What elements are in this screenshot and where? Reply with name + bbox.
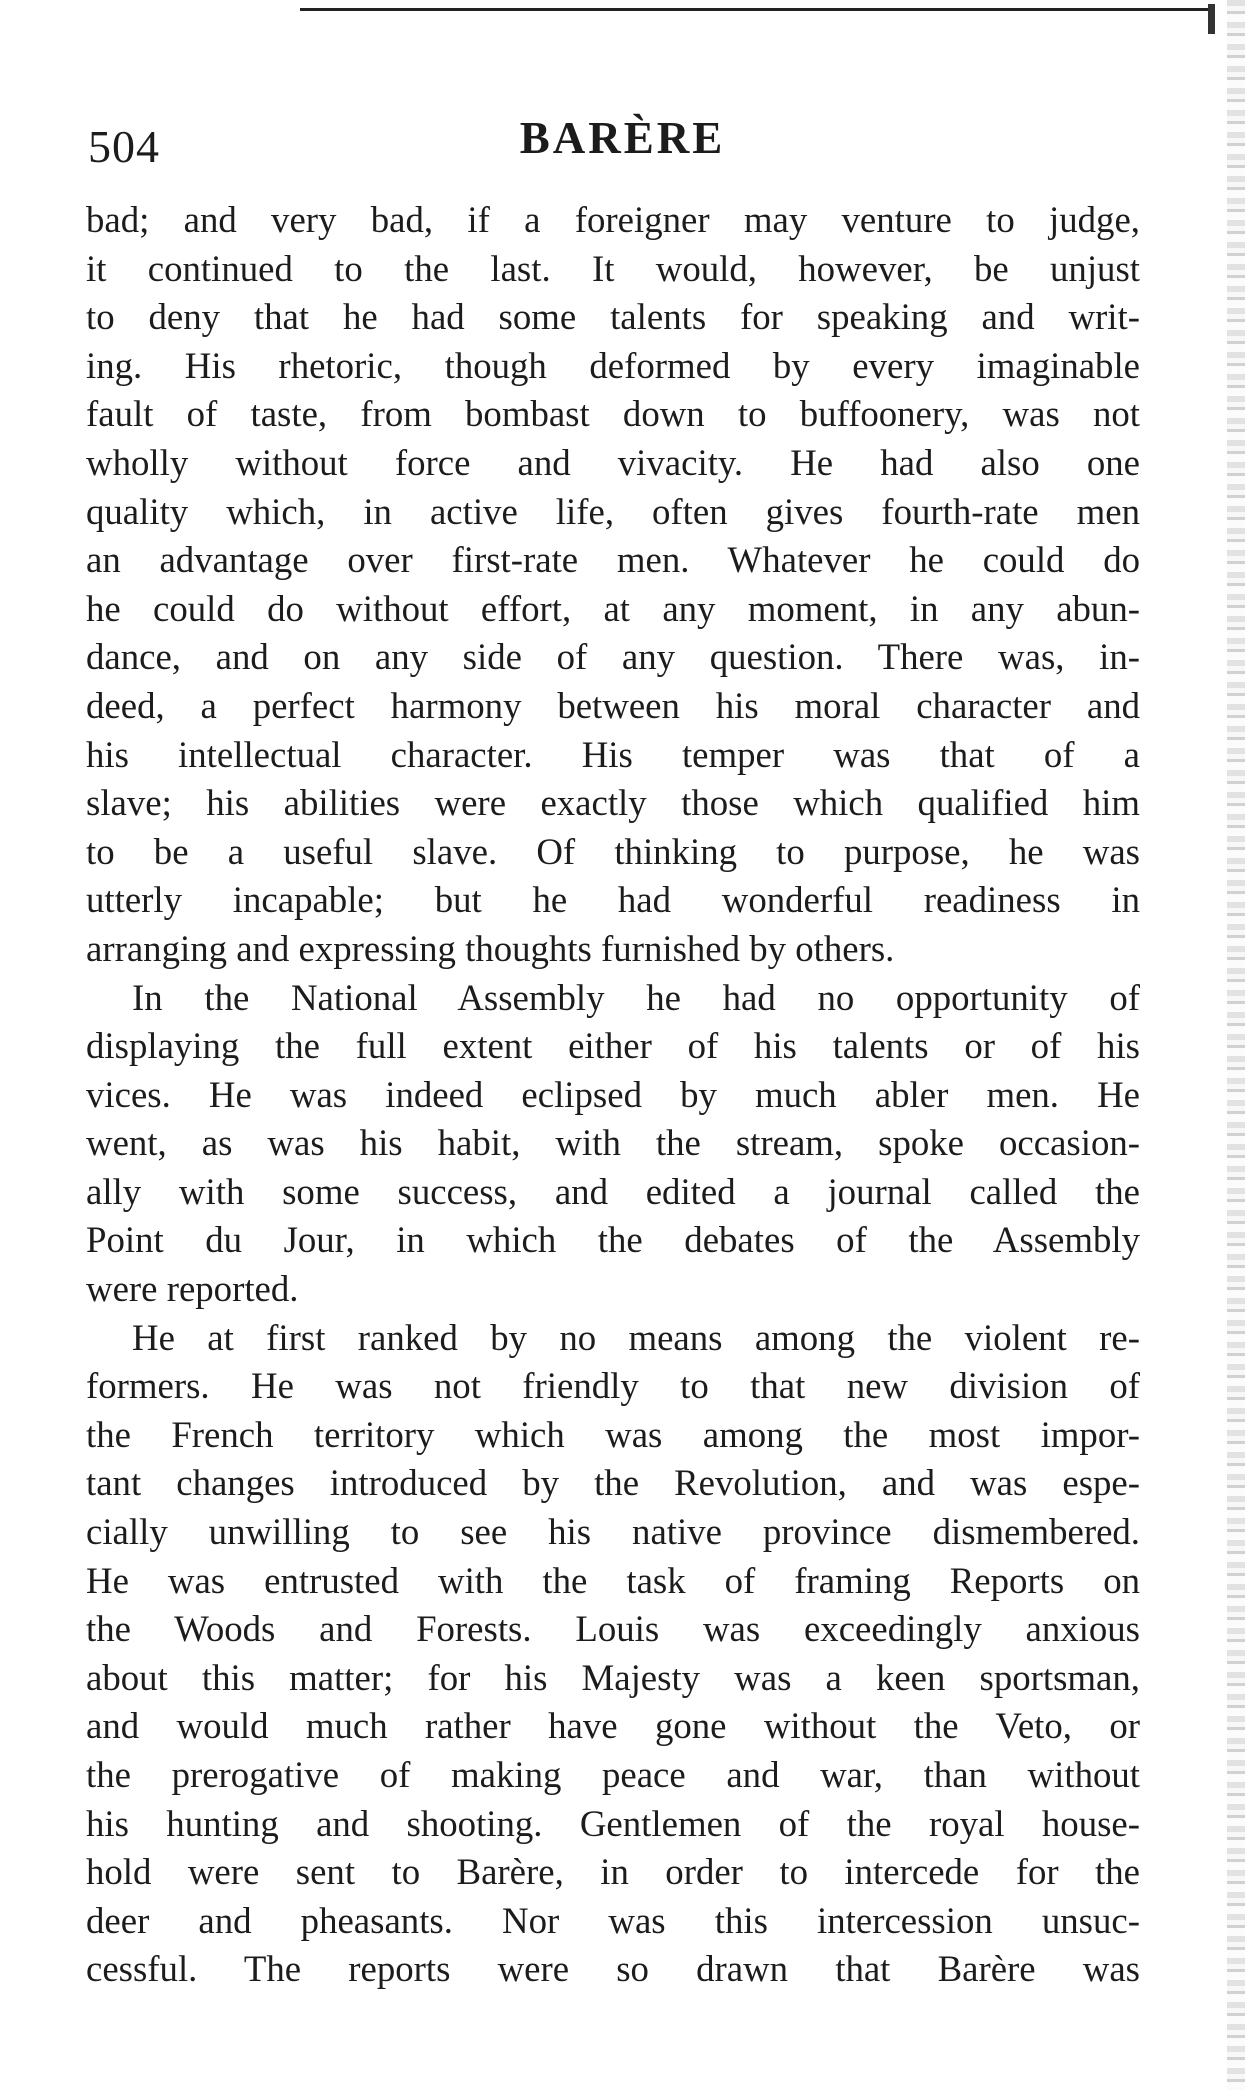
text-line: to deny that he had some talents for speaking and writ- [86, 296, 1140, 338]
text-line: an advantage over first-rate men. Whatever he could do [86, 539, 1140, 581]
running-title: BARÈRE [519, 113, 726, 163]
text-line: utterly incapable; but he had wonderful readiness in [86, 879, 1140, 921]
text-line: He was entrusted with the task of framing Reports on [86, 1559, 1140, 1601]
text-line: hold were sent to Barère, in order to intercede for the [86, 1851, 1140, 1893]
text-line: were reported. [86, 1268, 299, 1310]
text-line: deer and pheasants. Nor was this intercession unsuc- [86, 1899, 1140, 1941]
text-line: tant changes introduced by the Revolution, and was espe- [86, 1462, 1140, 1504]
text-line: displaying the full extent either of his talents or of his [86, 1025, 1140, 1067]
text-line: to be a useful slave. Of thinking to purpose, he was [86, 830, 1140, 872]
body-text [86, 196, 1140, 1994]
text-line: wholly without force and vivacity. He had also one [86, 441, 1140, 483]
text-line: went, as was his habit, with the stream, spoke occasion- [86, 1122, 1140, 1164]
text-line: the French territory which was among the most impor- [86, 1413, 1140, 1455]
text-line: vices. He was indeed eclipsed by much abler men. He [86, 1073, 1140, 1115]
text-line: ally with some success, and edited a journal called the [86, 1170, 1140, 1212]
text-line: the Woods and Forests. Louis was exceedingly anxious [86, 1608, 1140, 1650]
text-line: dance, and on any side of any question. There was, in- [86, 636, 1140, 678]
page-edge-shadow [1227, 0, 1245, 2090]
text-line: bad; and very bad, if a foreigner may venture to judge, [86, 199, 1140, 240]
text-line: and would much rather have gone without the Veto, or [86, 1705, 1140, 1747]
text-line: deed, a perfect harmony between his moral character and [86, 684, 1140, 726]
binding-edge-mark [1208, 4, 1215, 34]
text-line: about this matter; for his Majesty was a keen sportsman, [86, 1656, 1140, 1698]
text-line: his hunting and shooting. Gentlemen of the royal house- [86, 1802, 1140, 1844]
text-line: quality which, in active life, often gives fourth-rate men [86, 490, 1140, 532]
text-line: the prerogative of making peace and war, than without [86, 1754, 1140, 1795]
text-line: He at first ranked by no means among the violent re- [132, 1316, 1140, 1358]
text-line: cessful. The reports were so drawn that Barère was [86, 1948, 1140, 1990]
text-line: arranging and expressing thoughts furnished by others. [86, 927, 895, 969]
text-line: it continued to the last. It would, however, be unjust [86, 247, 1140, 289]
page-number: 504 [88, 121, 160, 172]
text-line: his intellectual character. His temper was that of a [86, 733, 1140, 775]
text-line: fault of taste, from bombast down to buffoonery, was not [86, 393, 1140, 435]
text-line: Point du Jour, in which the debates of the Assembly [86, 1219, 1140, 1261]
text-line: ing. His rhetoric, though deformed by every imaginable [86, 344, 1140, 386]
text-line: cially unwilling to see his native province dismembered. [86, 1511, 1140, 1553]
text-line: he could do without effort, at any moment, in any abun- [86, 587, 1140, 629]
top-rule [300, 8, 1215, 11]
text-line: In the National Assembly he had no opportunity of [132, 976, 1140, 1018]
text-line: formers. He was not friendly to that new division of [86, 1365, 1140, 1407]
text-line: slave; his abilities were exactly those which qualified him [86, 782, 1140, 824]
